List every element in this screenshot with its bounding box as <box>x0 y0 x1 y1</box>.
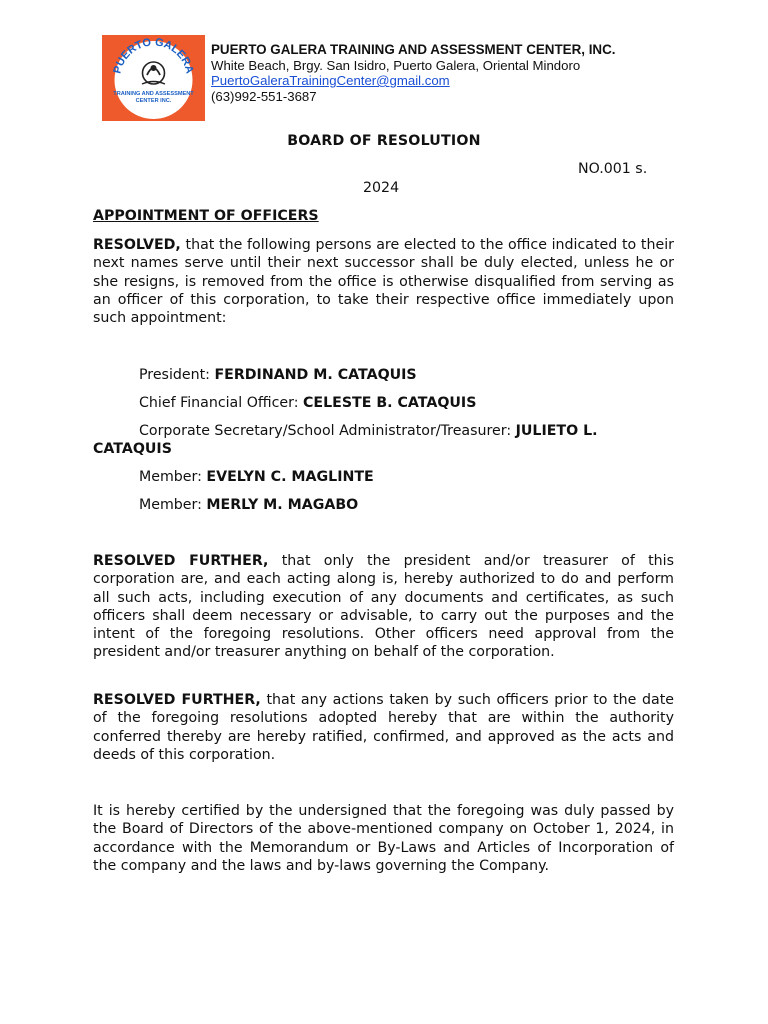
officer-line <box>93 468 674 486</box>
logo-text-line1: TRAINING AND ASSESSMENT <box>113 91 194 97</box>
organization-address: White Beach, Brgy. San Isidro, Puerto Galera, Oriental Mindoro <box>211 57 581 73</box>
company-logo <box>102 35 205 121</box>
resolved-further-text: that any actions taken by such officers prior to the date of the foregoing resolutions adopted hereby that are within the authority conferred thereby are hereby ratified, confirmed, and approved as the acts and deeds of this corporation. <box>93 692 675 763</box>
phone-number: (63)992-551-3687 <box>211 88 317 104</box>
officer-line <box>93 496 674 514</box>
officer-line <box>93 394 674 412</box>
resolved-further-paragraph <box>93 691 674 764</box>
resolved-further-text: that only the president and/or treasurer of this corporation are, and each acting along is, hereby authorized to do and perform all such acts, including execution of any documents and certificates, as such officers shall deem necessary or advisable, to carry out the purposes and the intent of the foregoing resolutions. Other officers need approval from the president and/or treasurer anything on behalf of the corporation. <box>93 553 674 661</box>
officer-name: FERDINAND M. CATAQUIS <box>214 367 417 383</box>
resolved-further-paragraph <box>93 552 674 662</box>
officer-role: President: <box>139 367 215 383</box>
officer-role: Member: <box>139 497 207 513</box>
resolution-number: NO.001 s. <box>578 161 648 177</box>
officer-line <box>93 366 674 384</box>
logo-text-line2: CENTER INC. <box>135 98 172 104</box>
letterhead <box>211 42 615 104</box>
officer-role: Member: <box>139 469 207 485</box>
document-title: BOARD OF RESOLUTION <box>287 133 481 149</box>
officer-role: Corporate Secretary/School Administrator/Treasurer: <box>139 423 516 439</box>
officer-name: EVELYN C. MAGLINTE <box>206 469 374 485</box>
officer-name: JULIETO L. CATAQUIS <box>93 423 598 458</box>
resolved-text: that the following persons are elected to the office indicated to their next names serve until their next successor shall be duly elected, unless he or she resigns, is removed from the office is otherwise disqualified from serving as an officer of this corporation, to take their respective office immediately upon such appointment: <box>93 237 674 327</box>
resolved-lead: RESOLVED, <box>93 237 181 253</box>
officer-name: CELESTE B. CATAQUIS <box>303 395 477 411</box>
section-heading: APPOINTMENT OF OFFICERS <box>93 208 319 224</box>
officer-name: MERLY M. MAGABO <box>206 497 359 513</box>
officer-role: Chief Financial Officer: <box>139 395 303 411</box>
resolved-further-lead: RESOLVED FURTHER, <box>93 553 269 569</box>
resolution-year: 2024 <box>363 180 400 196</box>
certification-paragraph: It is hereby certified by the undersigned that the foregoing was duly passed by the Board of Directors of the above-mentioned company on October 1, 2024, in accordance with the Memorandum or By-Laws and Articles of Incorporation of the company and the laws and by-laws governing the Company. <box>93 803 674 874</box>
logo-arc-text: PUERTO GALERA <box>111 36 196 75</box>
resolved-paragraph <box>93 236 674 327</box>
officer-line <box>93 422 674 459</box>
organization-name: PUERTO GALERA TRAINING AND ASSESSMENT CENTER, INC. <box>211 42 616 57</box>
email-link[interactable]: PuertoGaleraTrainingCenter@gmail.com <box>211 73 450 88</box>
resolved-further-lead: RESOLVED FURTHER, <box>93 692 261 708</box>
